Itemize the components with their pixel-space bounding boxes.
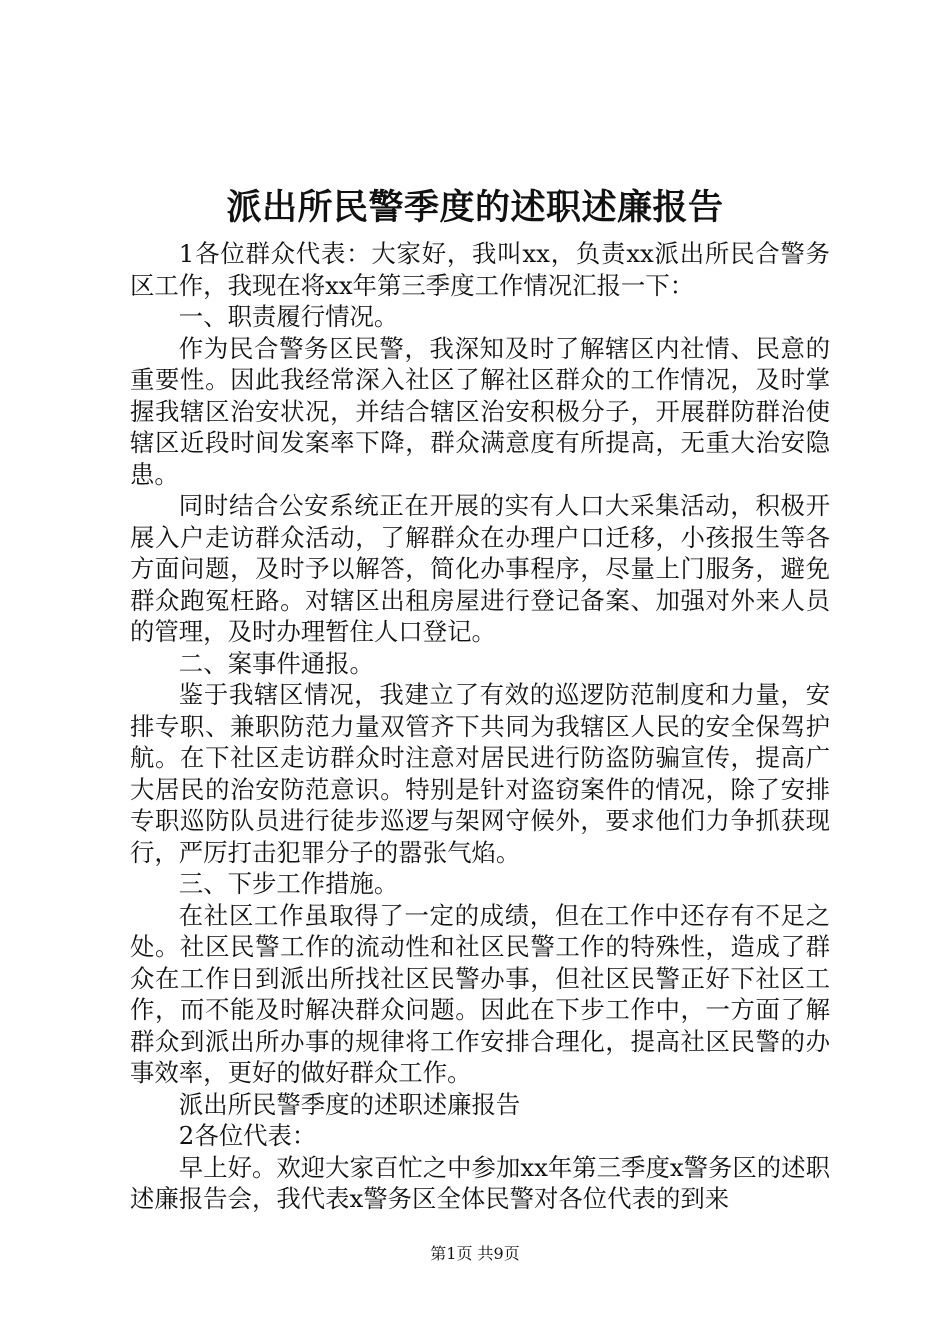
paragraph: 在社区工作虽取得了一定的成绩，但在工作中还存有不足之处。社区民警工作的流动性和社区民警工作的特殊性，造成了群众在工作日到派出所找社区民警办事，但社区民警正好下社区工作，而不能及时解决群众问题。因此在下步工作中，一方面了解群众到派出所办事的规律将工作安排合理化，提高社区民警的办事效率，更好的做好群众工作。 — [130, 900, 830, 1087]
section-heading-cases: 二、案事件通报。 — [178, 648, 374, 678]
paragraph-greeting: 1各位群众代表：大家好，我叫xx，负责xx派出所民合警务区工作，我现在将xx年第三季度工作情况汇报一下： — [130, 239, 830, 300]
paragraph: 作为民合警务区民警，我深知及时了解辖区内社情、民意的重要性。因此我经常深入社区了解社区群众的工作情况，及时掌握我辖区治安状况，并结合辖区治安积极分子，开展群防群治使辖区近段时间发案率下降，群众满意度有所提高，无重大治安隐患。 — [130, 333, 830, 489]
paragraph: 早上好。欢迎大家百忙之中参加xx年第三季度x警务区的述职述廉报告会，我代表x警务区全体民警对各位代表的到来 — [130, 1152, 830, 1213]
repeated-title-line: 派出所民警季度的述职述廉报告 — [178, 1089, 521, 1119]
page-number-footer: 第1页 共9页 — [430, 1244, 520, 1263]
section-heading-duties: 一、职责履行情况。 — [178, 302, 399, 331]
document-title: 派出所民警季度的述职述廉报告 — [226, 187, 724, 228]
paragraph: 同时结合公安系统正在开展的实有人口大采集活动，积极开展入户走访群众活动，了解群众在办理户口迁移，小孩报生等各方面问题，及时予以解答，简化办事程序，尽量上门服务，避免群众跑冤枉路。对辖区出租房屋进行登记备案、加强对外来人员的管理，及时办理暂住人口登记。 — [130, 491, 830, 646]
section-heading-next-steps: 三、下步工作措施。 — [178, 869, 399, 898]
document-body — [130, 238, 830, 1215]
paragraph-greeting-2: 2各位代表： — [178, 1121, 317, 1150]
paragraph: 鉴于我辖区情况，我建立了有效的巡逻防范制度和力量，安排专职、兼职防范力量双管齐下共同为我辖区人民的安全保驾护航。在下社区走访群众时注意对居民进行防盗防骗宣传，提高广大居民的治安防范意识。特别是针对盗窃案件的情况，除了安排专职巡防队员进行徒步巡逻与架网守候外，要求他们力争抓获现行，严厉打击犯罪分子的嚣张气焰。 — [130, 680, 830, 867]
